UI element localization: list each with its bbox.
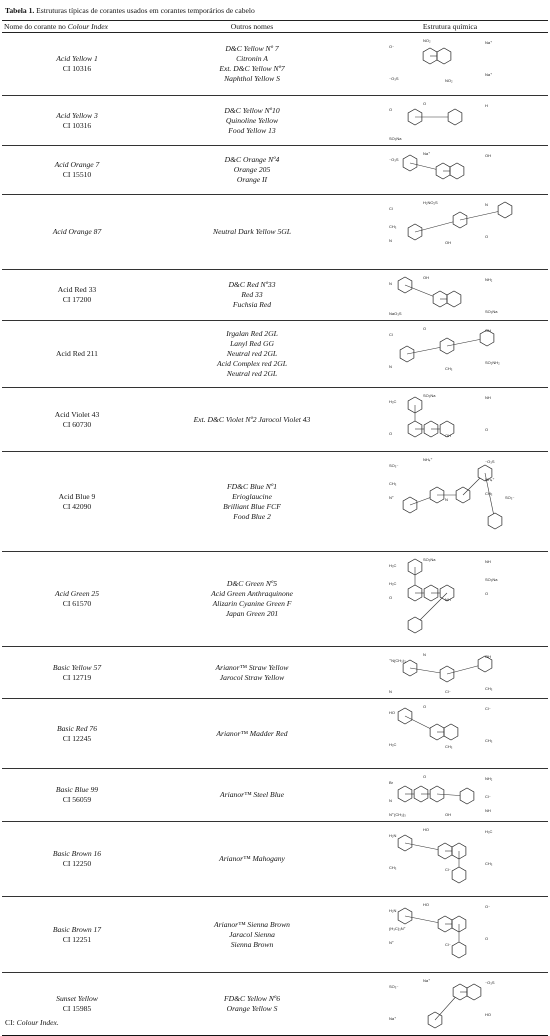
color-index-number: CI 12250 — [62, 859, 92, 868]
color-index-number: CI 17200 — [62, 295, 92, 304]
structure-label: CH₃ — [445, 743, 453, 749]
color-index-number: CI 61570 — [62, 599, 92, 608]
color-index-number: CI 10316 — [62, 120, 92, 130]
chemical-structure-figure — [375, 36, 525, 93]
structure-cell — [352, 195, 548, 270]
other-name: D&C Yellow Nº 7 — [225, 44, 279, 53]
other-name: FD&C Yellow Nº6 — [223, 994, 281, 1003]
aromatic-ring — [448, 109, 462, 125]
structure-label: Br — [389, 779, 393, 785]
header-structure: Estrutura química — [352, 21, 548, 33]
table-caption — [5, 6, 255, 16]
aromatic-ring — [467, 984, 481, 1000]
other-name: Arianor™ Mahogany — [219, 854, 285, 863]
color-index-number: CI 12245 — [62, 733, 92, 743]
aromatic-ring — [447, 291, 461, 307]
other-names-cell — [152, 146, 352, 195]
aromatic-ring — [452, 942, 466, 958]
other-name: Arianor™ Madder Red — [216, 728, 288, 738]
dye-name: Acid Red 211 — [56, 349, 98, 358]
structure-label: O — [389, 430, 393, 436]
other-name: Jaracol Sienna — [229, 929, 275, 939]
table-row — [2, 33, 548, 96]
dye-name: Basic Brown 17 — [52, 924, 102, 934]
structure-label: H₃C — [389, 580, 397, 586]
color-index-number: CI 12719 — [62, 672, 92, 682]
other-names-cell — [152, 897, 352, 973]
header-other-names: Outros nomes — [152, 21, 352, 33]
structure-label: N — [423, 651, 426, 657]
chemical-structure-figure — [375, 825, 525, 894]
other-name: D&C Red Nº33 — [228, 280, 276, 289]
other-name: Orange II — [236, 175, 268, 184]
chemical-structure-figure — [375, 650, 525, 696]
structure-label: NH₂ — [485, 775, 493, 781]
aromatic-ring — [498, 202, 512, 218]
structure-label: H — [485, 102, 488, 108]
structure-label: NH₄⁺ — [485, 476, 495, 482]
structure-cell — [352, 552, 548, 647]
other-name: Arianor™ Straw Yellow — [215, 662, 289, 672]
footnote-italic: Colour Index. — [16, 1018, 59, 1027]
structure-label: NO₂ — [445, 77, 453, 83]
table-row — [2, 321, 548, 388]
structure-label: Cl — [389, 331, 393, 337]
structure-label: CH₃ — [485, 737, 493, 743]
chemical-structure-figure — [375, 976, 525, 1033]
chemical-structure-figure — [375, 900, 525, 970]
other-name: Naphthol Yellow S — [224, 74, 280, 83]
color-index-number: CI 12251 — [62, 934, 92, 944]
aromatic-ring — [437, 48, 451, 64]
dye-name-cell — [2, 146, 152, 195]
table-row — [2, 195, 548, 270]
dye-name: Acid Green 25 — [54, 589, 99, 598]
dye-name: Basic Red 76 — [56, 723, 98, 733]
dye-name: Acid Yellow 3 — [56, 110, 98, 120]
chemical-structure-figure — [375, 772, 525, 819]
structure-cell — [352, 647, 548, 699]
other-names-cell — [152, 270, 352, 321]
structure-label: Na⁺ — [423, 977, 431, 983]
structure-label: O — [423, 100, 427, 106]
other-name: Red 33 — [241, 290, 263, 299]
structure-label: Na⁺ — [485, 71, 493, 77]
header-dye-name-prefix: Nome do corante no — [4, 21, 66, 31]
chemical-structure-figure — [375, 198, 525, 267]
other-name: Neutral red 2GL — [226, 349, 278, 358]
structure-label: NO₂ — [423, 37, 431, 43]
dye-name-cell — [2, 195, 152, 270]
structure-label: SO₃Na — [423, 556, 436, 562]
structure-label: N — [485, 201, 488, 207]
caption-text: Estruturas típicas de corantes usados em corantes temporários de cabelo — [36, 6, 255, 15]
other-name: Irgalan Red 2GL — [226, 329, 278, 338]
chemical-structure-figure — [375, 273, 525, 318]
structure-label: OH — [485, 152, 491, 158]
color-index-number: CI 10316 — [62, 64, 92, 73]
dye-name-cell — [2, 388, 152, 452]
structure-label: Cl⁻ — [445, 941, 451, 947]
dye-name: Sunset Yellow — [56, 994, 98, 1003]
chemical-structure-figure — [375, 391, 525, 449]
table-row — [2, 452, 548, 552]
structure-cell — [352, 321, 548, 388]
table-row — [2, 552, 548, 647]
structure-label: O — [485, 935, 489, 941]
table-row — [2, 769, 548, 822]
structure-label: CH₃ — [485, 860, 493, 866]
dye-name: Acid Orange 87 — [52, 227, 102, 236]
dye-name: Basic Brown 16 — [52, 849, 102, 858]
other-name: Quinoline Yellow — [225, 115, 279, 125]
structure-label: Na⁺ — [485, 39, 493, 45]
dye-name: Acid Blue 9 — [58, 491, 96, 501]
structure-label: N⁺(CH₃)₃ — [389, 811, 406, 817]
color-index-number: CI 60730 — [62, 419, 92, 429]
other-name: D&C Yellow Nº10 — [224, 105, 280, 115]
structure-label: NH — [485, 394, 491, 400]
structure-label: SO₃Na — [389, 135, 402, 141]
structure-label: O — [485, 590, 489, 596]
other-name: Fuchsia Red — [232, 300, 272, 309]
dye-table — [2, 20, 548, 1036]
structure-label: H₂NO₂S — [423, 199, 438, 205]
other-name: FD&C Blue Nº1 — [226, 481, 278, 491]
dye-name: Basic Blue 99 — [55, 785, 99, 794]
other-name: Sienna Brown — [230, 939, 274, 949]
other-names-cell — [152, 699, 352, 769]
structure-label: H₃C — [389, 741, 397, 747]
dye-name: Acid Violet 43 — [54, 409, 100, 419]
structure-label: Cl⁻ — [485, 793, 491, 799]
structure-label: Cl — [389, 205, 393, 211]
other-name: Jarocol Straw Yellow — [219, 672, 285, 682]
structure-label: SO₂NH₂ — [485, 359, 500, 365]
other-name: Arianor™ Steel Blue — [220, 790, 284, 799]
structure-label: Cl⁻ — [445, 688, 451, 694]
dye-name-cell — [2, 33, 152, 96]
structure-label: SO₃Na — [423, 392, 436, 398]
footnote — [5, 1018, 59, 1028]
structure-label: OH — [423, 274, 429, 280]
dye-name-cell — [2, 822, 152, 897]
structure-label: CH₃ — [485, 685, 493, 691]
chemical-structure-figure — [375, 149, 525, 192]
structure-label: NH₄⁺ — [423, 456, 433, 462]
structure-label: SO₃⁻ — [389, 983, 399, 989]
structure-label: OH — [485, 653, 491, 659]
structure-label: N — [389, 237, 392, 243]
table-row — [2, 699, 548, 769]
structure-label: N⁺ — [389, 494, 394, 500]
other-names-cell — [152, 822, 352, 897]
structure-label: H₃C — [389, 398, 397, 404]
other-name: Orange 205 — [233, 165, 271, 174]
dye-name-cell — [2, 452, 152, 552]
color-index-number: CI 15510 — [62, 170, 92, 179]
structure-label: H₂N — [389, 832, 397, 838]
other-name: Food Yellow 13 — [228, 125, 276, 135]
structure-label: ⁻O₃S — [389, 75, 399, 81]
structure-label: N — [445, 496, 448, 502]
dye-name-cell — [2, 769, 152, 822]
structure-label: O — [485, 426, 489, 432]
structure-label: HO — [423, 826, 429, 832]
structure-label: ⁻O₃S — [485, 458, 495, 464]
other-names-cell — [152, 973, 352, 1036]
caption-label: Tabela 1. — [5, 6, 35, 15]
structure-label: Cl⁻ — [445, 866, 451, 872]
structure-label: O — [423, 325, 427, 331]
other-name: Erioglaucine — [232, 491, 272, 501]
structure-label: HO — [485, 1011, 491, 1017]
footnote-prefix: CI: — [5, 1018, 15, 1027]
dye-name: Acid Orange 7 — [54, 160, 100, 169]
structure-label: OH — [445, 811, 451, 817]
table-row — [2, 897, 548, 973]
header-row — [2, 21, 548, 33]
structure-label: N — [389, 280, 392, 286]
dye-name: Basic Yellow 57 — [52, 662, 102, 672]
structure-label: N — [389, 797, 392, 803]
structure-label: H₃C — [389, 562, 397, 568]
structure-cell — [352, 822, 548, 897]
other-names-cell — [152, 769, 352, 822]
structure-label: H₃C — [485, 828, 493, 834]
structure-cell — [352, 973, 548, 1036]
table-row — [2, 822, 548, 897]
structure-label: O — [485, 233, 489, 239]
structure-label: ⁺N(CH₃)₃ — [389, 657, 406, 663]
color-index-number: CI 15985 — [62, 1004, 92, 1013]
color-index-number: CI 56059 — [62, 795, 92, 804]
structure-cell — [352, 388, 548, 452]
dye-name: Acid Yellow 1 — [56, 54, 98, 63]
header-dye-name — [2, 21, 152, 33]
structure-cell — [352, 699, 548, 769]
dye-name-cell — [2, 897, 152, 973]
chemical-structure-figure — [375, 99, 525, 143]
structure-cell — [352, 33, 548, 96]
dye-name-cell — [2, 270, 152, 321]
structure-label: O⁻ — [389, 43, 395, 49]
other-name: Lanyl Red GG — [230, 339, 274, 348]
other-name: Orange Yellow S — [226, 1004, 278, 1013]
structure-label: SO₃⁻ — [505, 494, 515, 500]
structure-label: N — [389, 688, 392, 694]
structure-label: CH₃ — [485, 490, 493, 496]
structure-cell — [352, 270, 548, 321]
table-row — [2, 146, 548, 195]
other-name: Neutral red 2GL — [226, 369, 278, 378]
structure-label: SO₃⁻ — [389, 462, 399, 468]
structure-label: (H₃C)₃N⁺ — [389, 925, 406, 931]
structure-label: CH₃ — [445, 365, 453, 371]
aromatic-ring — [452, 867, 466, 883]
dye-name-cell — [2, 699, 152, 769]
structure-label: O — [389, 106, 393, 112]
structure-label: NH — [445, 596, 451, 602]
other-names-cell — [152, 647, 352, 699]
structure-label: CH₃ — [389, 864, 397, 870]
structure-label: H₂N — [389, 907, 397, 913]
structure-label: NaO₃S — [389, 310, 402, 316]
other-name: Brilliant Blue FCF — [223, 501, 281, 511]
structure-label: O — [423, 773, 427, 779]
other-names-cell — [152, 552, 352, 647]
structure-cell — [352, 96, 548, 146]
structure-label: Na⁺ — [423, 150, 431, 156]
chemical-structure-figure — [375, 324, 525, 385]
chemical-structure-figure — [375, 555, 525, 644]
structure-cell — [352, 769, 548, 822]
structure-label: N — [389, 363, 392, 369]
structure-label: SO₃Na — [485, 576, 498, 582]
structure-label: N⁺ — [389, 939, 394, 945]
structure-label: HO — [389, 709, 395, 715]
structure-label: SO₃Na — [485, 308, 498, 314]
structure-label: ⁻O₃S — [389, 156, 399, 162]
dye-name-cell — [2, 96, 152, 146]
table-row — [2, 96, 548, 146]
dye-name: Acid Red 33 — [57, 285, 97, 294]
structure-label: Na⁺ — [389, 1015, 397, 1021]
aromatic-ring — [460, 788, 474, 804]
table-row — [2, 388, 548, 452]
other-names-cell — [152, 452, 352, 552]
table-row — [2, 973, 548, 1036]
table-row — [2, 270, 548, 321]
aromatic-ring — [444, 724, 458, 740]
structure-label: NH — [485, 807, 491, 813]
dye-name-cell — [2, 321, 152, 388]
structure-cell — [352, 897, 548, 973]
structure-cell — [352, 452, 548, 552]
other-name: Acid Green Anthraquinone — [211, 589, 293, 598]
other-names-cell — [152, 321, 352, 388]
structure-label: OH — [445, 432, 451, 438]
structure-label: Cl⁻ — [485, 705, 491, 711]
chemical-structure-figure — [375, 702, 525, 766]
other-name: Arianor™ Sienna Brown — [214, 919, 290, 929]
other-names-cell — [152, 195, 352, 270]
other-name: Ext. D&C Violet Nº2 Jarocol Violet 43 — [193, 414, 311, 424]
structure-label: O⁻ — [485, 903, 491, 909]
structure-label: NH — [485, 558, 491, 564]
aromatic-ring — [408, 617, 422, 633]
color-index-number: CI 42090 — [62, 501, 92, 511]
structure-label: OH — [485, 327, 491, 333]
structure-cell — [352, 146, 548, 195]
other-name: Acid Complex red 2GL — [217, 359, 287, 368]
dye-name-cell — [2, 552, 152, 647]
structure-label: ⁻O₃S — [485, 979, 495, 985]
other-name: Alizarin Cyanine Green F — [212, 599, 292, 608]
other-names-cell — [152, 388, 352, 452]
other-names-cell — [152, 33, 352, 96]
header-dye-name-italic: Colour Index — [67, 21, 108, 31]
other-name: Ext. D&C Yellow Nº7 — [219, 64, 285, 73]
structure-label: OH — [445, 239, 451, 245]
aromatic-ring — [488, 513, 502, 529]
aromatic-ring — [450, 163, 464, 179]
structure-label: CH₃ — [389, 480, 397, 486]
other-name: Neutral Dark Yellow 5GL — [213, 227, 291, 236]
other-name: Japan Green 201 — [225, 609, 279, 618]
other-name: D&C Orange Nº4 — [224, 155, 280, 164]
other-names-cell — [152, 96, 352, 146]
dye-name-cell — [2, 647, 152, 699]
other-name: Citronin A — [236, 54, 268, 63]
structure-label: HO — [423, 901, 429, 907]
other-name: Food Blue 2 — [233, 511, 271, 521]
structure-label: O — [389, 594, 393, 600]
structure-label: O — [423, 703, 427, 709]
table-row — [2, 647, 548, 699]
structure-label: CH₃ — [389, 223, 397, 229]
structure-label: NH₂ — [485, 276, 493, 282]
chemical-structure-figure — [375, 455, 525, 549]
other-name: D&C Green Nº5 — [226, 579, 278, 588]
